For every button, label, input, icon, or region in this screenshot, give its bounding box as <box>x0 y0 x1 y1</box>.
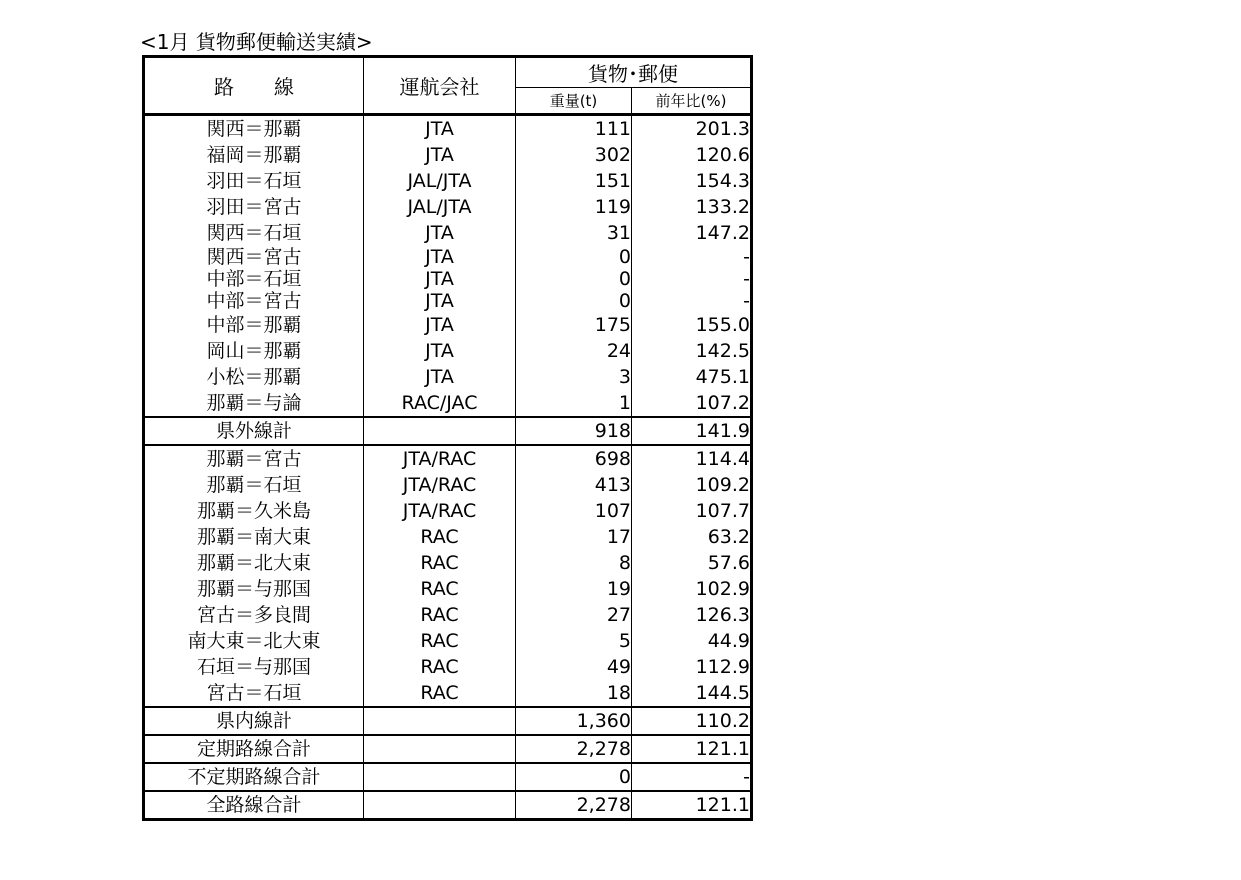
weight-cell: 302 <box>516 142 632 168</box>
weight-cell: 24 <box>516 338 632 364</box>
yoy-cell: 112.9 <box>695 656 750 678</box>
weight-cell: 5 <box>516 628 632 654</box>
weight-cell: 151 <box>516 168 632 194</box>
route-cell: 岡山＝那覇 <box>144 338 364 364</box>
route-cell: 那覇＝石垣 <box>144 472 364 498</box>
table-row <box>144 268 752 290</box>
route-cell: 県内線計 <box>144 707 364 735</box>
yoy-cell: 102.9 <box>695 578 750 600</box>
route-cell: 那覇＝与那国 <box>144 576 364 602</box>
subtotal-row <box>144 707 752 735</box>
route-cell: 南大東＝北大東 <box>144 628 364 654</box>
route-cell: 羽田＝石垣 <box>144 168 364 194</box>
route-cell: 不定期路線合計 <box>144 763 364 791</box>
header-cargo-mail: 貨物･郵便 <box>516 57 752 88</box>
operator-cell <box>364 707 516 735</box>
yoy-cell: 110.2 <box>632 707 752 735</box>
yoy-cell: - <box>632 763 752 791</box>
route-cell: 宮古＝石垣 <box>144 680 364 707</box>
weight-cell: 698 <box>516 445 632 472</box>
route-cell: 全路線合計 <box>144 791 364 820</box>
route-cell: 中部＝那覇 <box>144 312 364 338</box>
operator-cell: JTA <box>364 115 516 143</box>
operator-cell: RAC <box>364 524 516 550</box>
yoy-cell: 107.2 <box>695 392 750 414</box>
table-row <box>144 680 752 707</box>
weight-cell: 413 <box>516 472 632 498</box>
yoy-cell: - <box>743 246 750 268</box>
header-route: 路 線 <box>144 57 364 115</box>
page-title: <1月 貨物郵便輸送実績> <box>140 30 373 54</box>
operator-cell: RAC <box>364 602 516 628</box>
operator-cell: JTA <box>364 338 516 364</box>
table-row <box>144 654 752 680</box>
route-cell: 那覇＝宮古 <box>144 445 364 472</box>
weight-cell: 27 <box>516 602 632 628</box>
yoy-cell: 107.7 <box>695 500 750 522</box>
operator-cell <box>364 791 516 820</box>
operator-cell: JTA <box>364 246 516 268</box>
weight-cell: 175 <box>516 312 632 338</box>
operator-cell: JTA <box>364 268 516 290</box>
cargo-mail-table <box>142 55 753 821</box>
table-row <box>144 115 752 143</box>
operator-cell: JTA <box>364 142 516 168</box>
weight-cell: 2,278 <box>516 791 632 820</box>
yoy-cell: 141.9 <box>632 417 752 445</box>
total-row <box>144 791 752 820</box>
header-weight: 重量(t) <box>516 88 632 115</box>
route-cell: 小松＝那覇 <box>144 364 364 390</box>
route-cell: 那覇＝南大東 <box>144 524 364 550</box>
total-row <box>144 763 752 791</box>
yoy-cell: 121.1 <box>632 791 752 820</box>
yoy-cell: - <box>743 268 750 290</box>
operator-cell <box>364 417 516 445</box>
operator-cell: JTA <box>364 312 516 338</box>
operator-cell <box>364 763 516 791</box>
operator-cell: RAC <box>364 680 516 707</box>
weight-cell: 49 <box>516 654 632 680</box>
table-row <box>144 364 752 390</box>
yoy-cell: 154.3 <box>695 170 750 192</box>
weight-cell: 1 <box>516 390 632 417</box>
weight-cell: 31 <box>516 220 632 246</box>
table-row <box>144 445 752 472</box>
weight-cell: 107 <box>516 498 632 524</box>
table-row <box>144 246 752 268</box>
yoy-cell: 109.2 <box>695 474 750 496</box>
route-cell: 福岡＝那覇 <box>144 142 364 168</box>
weight-cell: 17 <box>516 524 632 550</box>
header-operator: 運航会社 <box>364 57 516 115</box>
operator-cell: JTA <box>364 364 516 390</box>
yoy-cell: 155.0 <box>695 314 750 336</box>
operator-cell: RAC <box>364 654 516 680</box>
weight-cell: 19 <box>516 576 632 602</box>
operator-cell: JAL/JTA <box>364 168 516 194</box>
operator-cell: RAC <box>364 550 516 576</box>
route-cell: 関西＝石垣 <box>144 220 364 246</box>
route-cell: 宮古＝多良間 <box>144 602 364 628</box>
route-cell: 那覇＝北大東 <box>144 550 364 576</box>
table-row <box>144 338 752 364</box>
table-row <box>144 498 752 524</box>
operator-cell <box>364 735 516 763</box>
table-row <box>144 390 752 417</box>
route-cell: 関西＝宮古 <box>144 246 364 268</box>
route-cell: 那覇＝久米島 <box>144 498 364 524</box>
operator-cell: RAC <box>364 576 516 602</box>
table-row <box>144 550 752 576</box>
yoy-cell: 147.2 <box>695 222 750 244</box>
table-row <box>144 168 752 194</box>
yoy-cell: 44.9 <box>707 630 750 652</box>
yoy-cell: 144.5 <box>695 682 750 704</box>
weight-cell: 3 <box>516 364 632 390</box>
header-yoy: 前年比(%) <box>632 88 752 115</box>
table-row <box>144 194 752 220</box>
weight-cell: 119 <box>516 194 632 220</box>
route-cell: 県外線計 <box>144 417 364 445</box>
weight-cell: 0 <box>516 763 632 791</box>
route-cell: 中部＝宮古 <box>144 290 364 312</box>
weight-cell: 0 <box>516 290 632 312</box>
operator-cell: JAL/JTA <box>364 194 516 220</box>
yoy-cell: 475.1 <box>695 366 750 388</box>
yoy-cell: 63.2 <box>707 526 750 548</box>
route-cell: 中部＝石垣 <box>144 268 364 290</box>
table-row <box>144 628 752 654</box>
table-row <box>144 602 752 628</box>
operator-cell: JTA <box>364 220 516 246</box>
table-row <box>144 290 752 312</box>
yoy-cell: - <box>743 290 750 312</box>
weight-cell: 111 <box>516 115 632 143</box>
weight-cell: 1,360 <box>516 707 632 735</box>
weight-cell: 2,278 <box>516 735 632 763</box>
operator-cell: RAC <box>364 628 516 654</box>
yoy-cell: 57.6 <box>707 552 750 574</box>
route-cell: 石垣＝与那国 <box>144 654 364 680</box>
yoy-cell: 201.3 <box>695 118 750 140</box>
weight-cell: 18 <box>516 680 632 707</box>
operator-cell: JTA/RAC <box>364 472 516 498</box>
route-cell: 羽田＝宮古 <box>144 194 364 220</box>
yoy-cell: 121.1 <box>632 735 752 763</box>
route-cell: 関西＝那覇 <box>144 115 364 143</box>
operator-cell: JTA <box>364 290 516 312</box>
yoy-cell: 126.3 <box>695 604 750 626</box>
table-row <box>144 220 752 246</box>
table-row <box>144 576 752 602</box>
operator-cell: RAC/JAC <box>364 390 516 417</box>
route-cell: 那覇＝与論 <box>144 390 364 417</box>
yoy-cell: 120.6 <box>695 144 750 166</box>
total-row <box>144 735 752 763</box>
table-row <box>144 472 752 498</box>
yoy-cell: 142.5 <box>695 340 750 362</box>
table-row <box>144 142 752 168</box>
operator-cell: JTA/RAC <box>364 498 516 524</box>
weight-cell: 918 <box>516 417 632 445</box>
operator-cell: JTA/RAC <box>364 445 516 472</box>
weight-cell: 0 <box>516 268 632 290</box>
yoy-cell: 114.4 <box>695 448 750 470</box>
yoy-cell: 133.2 <box>695 196 750 218</box>
subtotal-row <box>144 417 752 445</box>
table-row <box>144 524 752 550</box>
weight-cell: 8 <box>516 550 632 576</box>
route-cell: 定期路線合計 <box>144 735 364 763</box>
weight-cell: 0 <box>516 246 632 268</box>
table-row <box>144 312 752 338</box>
